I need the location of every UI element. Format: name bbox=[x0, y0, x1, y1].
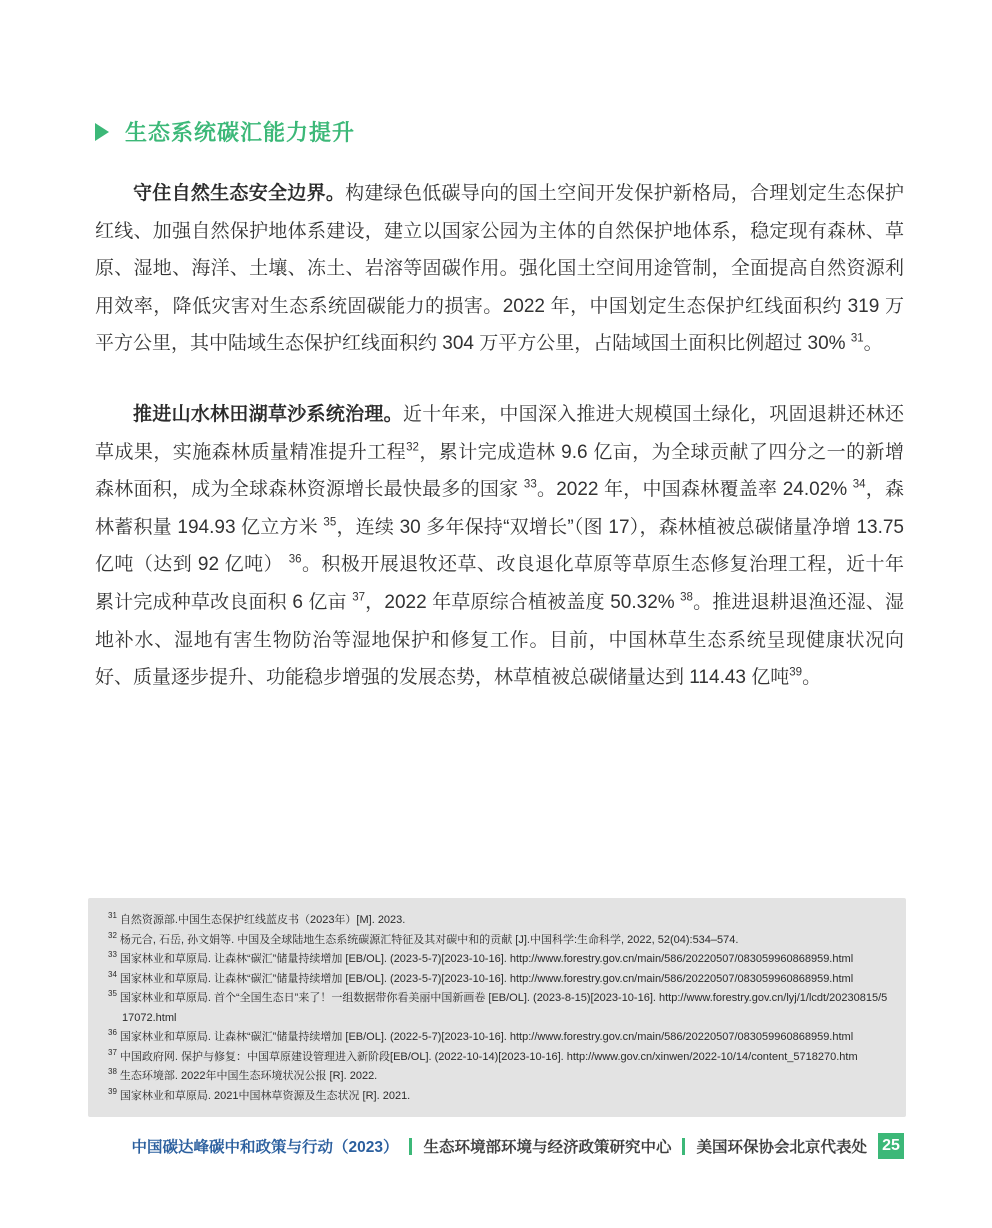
paragraph-text: 。积极开展退牧还草、改良退化草原等草原生态修复治理工程，近十年累计完成种草改良面积 6 亿亩 bbox=[95, 554, 904, 613]
footnote-item bbox=[108, 989, 888, 1028]
footnote-reference: 37 bbox=[352, 591, 365, 604]
paragraph-text: 近十年来，中国深入推进大规模国土绿化，巩固退耕还林还草成果，实施森林质量精准提升工程 bbox=[95, 403, 904, 463]
footnote-item bbox=[108, 1067, 888, 1087]
footer-org-2: 美国环保协会北京代表处 bbox=[696, 1139, 867, 1156]
paragraph-lead: 推进山水林田湖草沙系统治理。 bbox=[133, 403, 403, 425]
footnote-reference: 39 bbox=[789, 666, 803, 679]
footnote-item bbox=[108, 931, 888, 951]
footer-separator bbox=[682, 1138, 685, 1155]
footnote-item bbox=[108, 911, 888, 931]
paragraph-text: 构建绿色低碳导向的国土空间开发保护新格局，合理划定生态保护红线、加强自然保护地体系建设，建立以国家公园为主体的自然保护地体系，稳定现有森林、草原、湿地、海洋、土壤、冻土、岩溶等固碳作用。强化国土空间用途管制，全面提高自然资源利用效率，降低灾害对生态系统固碳能力的损害。2022 年，中国划定生态保护红线面积约 319 万平方公里，其中陆域生态保护红线面积约 304 万平方公里，占陆域国土面积比例超过 30% bbox=[95, 183, 904, 355]
footnote-number: 34 bbox=[108, 969, 117, 979]
paragraph-text: ，累计完成造林 9.6 亿亩，为全球贡献了四分之一的新增森林面积，成为全球森林资源增长最快最多的国家 bbox=[95, 441, 904, 501]
page-footer bbox=[131, 1133, 904, 1159]
footnote-item bbox=[108, 1048, 888, 1068]
footnote-reference: 34 bbox=[852, 478, 866, 491]
footnote-number: 35 bbox=[108, 989, 117, 999]
paragraph-text: ，连续 30 多年保持“双增长”（图 17），森林植被总碳储量净增 13.75 亿吨（达到 92 亿吨） bbox=[95, 516, 904, 576]
footnote-text: 生态环境部. 2022年中国生态环境状况公报 [R]. 2022. bbox=[119, 1070, 378, 1082]
paragraph-lead: 守住自然生态安全边界。 bbox=[133, 183, 346, 204]
paragraph-text: ，森林蓄积量 194.93 亿立方米 bbox=[95, 479, 904, 538]
paragraph-text: ，2022 年草原综合植被盖度 50.32% bbox=[365, 591, 681, 613]
footnote-text: 国家林业和草原局. 让森林“碳汇”储量持续增加 [EB/OL]. (2022-5-7)[2023-10-16]. http://www.forestry.gov.cn/main/586/20220507/083059960868959.html bbox=[119, 1031, 854, 1043]
footnotes-box bbox=[88, 898, 906, 1117]
paragraph-text: 。 bbox=[863, 333, 883, 355]
footnote-text: 国家林业和草原局. 2021中国林草资源及生态状况 [R]. 2021. bbox=[119, 1089, 411, 1102]
paragraph bbox=[95, 396, 904, 697]
footnote-text: 国家林业和草原局. 让森林“碳汇”储量持续增加 [EB/OL]. (2023-5-7)[2023-10-16]. http://www.forestry.gov.cn/main/586/20220507/083059960868959.html bbox=[119, 953, 854, 965]
footer-separator bbox=[409, 1138, 412, 1155]
footnote-item bbox=[108, 1087, 888, 1107]
footnote-number: 38 bbox=[108, 1067, 117, 1077]
footnote-reference: 38 bbox=[680, 591, 693, 604]
page-content bbox=[95, 116, 904, 730]
footnote-item bbox=[108, 1028, 888, 1048]
footnote-text: 国家林业和草原局. 让森林“碳汇”储量持续增加 [EB/OL]. (2023-5-7)[2023-10-16]. http://www.forestry.gov.cn/main/586/20220507/083059960868959.html bbox=[119, 972, 854, 985]
footnote-item bbox=[108, 970, 888, 990]
page-number-badge: 25 bbox=[878, 1133, 904, 1159]
body-text bbox=[95, 175, 904, 697]
paragraph bbox=[95, 175, 904, 363]
footnote-number: 33 bbox=[108, 950, 117, 960]
section-heading bbox=[95, 116, 904, 147]
footnote-number: 37 bbox=[108, 1047, 117, 1057]
footnote-number: 36 bbox=[108, 1028, 117, 1038]
footnote-item bbox=[108, 950, 888, 970]
footnote-reference: 36 bbox=[288, 554, 302, 567]
paragraph-text: 。推进退耕退渔还湿、湿地补水、湿地有害生物防治等湿地保护和修复工作。目前，中国林草生态系统呈现健康状况向好、质量逐步提升、功能稳步增强的发展态势，林草植被总碳储量达到 114.43 亿吨 bbox=[95, 591, 904, 689]
footnote-text: 中国政府网. 保护与修复：中国草原建设管理进入新阶段[EB/OL]. (2022-10-14)[2023-10-16]. http://www.gov.cn/xinwen/2022-10/14/content_5718270.htm bbox=[119, 1050, 858, 1063]
footnote-number: 31 bbox=[108, 911, 117, 921]
footnote-number: 39 bbox=[108, 1086, 117, 1096]
footnote-reference: 35 bbox=[323, 516, 337, 529]
right-triangle-icon bbox=[95, 123, 109, 141]
footnote-reference: 31 bbox=[850, 333, 864, 346]
paragraph-text: 。 bbox=[802, 667, 822, 689]
footer-report-title: 中国碳达峰碳中和政策与行动（2023） bbox=[131, 1139, 399, 1156]
footnote-reference: 32 bbox=[406, 441, 419, 454]
footnote-text: 国家林业和草原局. 首个“全国生态日”来了！一组数据带你看美丽中国新画卷 [EB/OL]. (2023-8-15)[2023-10-16]. http://www.forestry.gov.cn/lyj/1/lcdt/20230815/517072.html bbox=[119, 992, 888, 1024]
footnote-reference: 33 bbox=[523, 478, 537, 491]
footnote-text: 杨元合, 石岳, 孙文娟等. 中国及全球陆地生态系统碳源汇特征及其对碳中和的贡献 [J].中国科学:生命科学, 2022, 52(04):534–574. bbox=[119, 933, 739, 946]
footnote-text: 自然资源部.中国生态保护红线蓝皮书（2023年）[M]. 2023. bbox=[119, 914, 406, 926]
footnote-number: 32 bbox=[108, 930, 117, 940]
paragraph-text: 。2022 年，中国森林覆盖率 24.02% bbox=[536, 479, 853, 501]
footer-org-1: 生态环境部环境与经济政策研究中心 bbox=[423, 1139, 672, 1156]
section-title: 生态系统碳汇能力提升 bbox=[125, 120, 356, 145]
